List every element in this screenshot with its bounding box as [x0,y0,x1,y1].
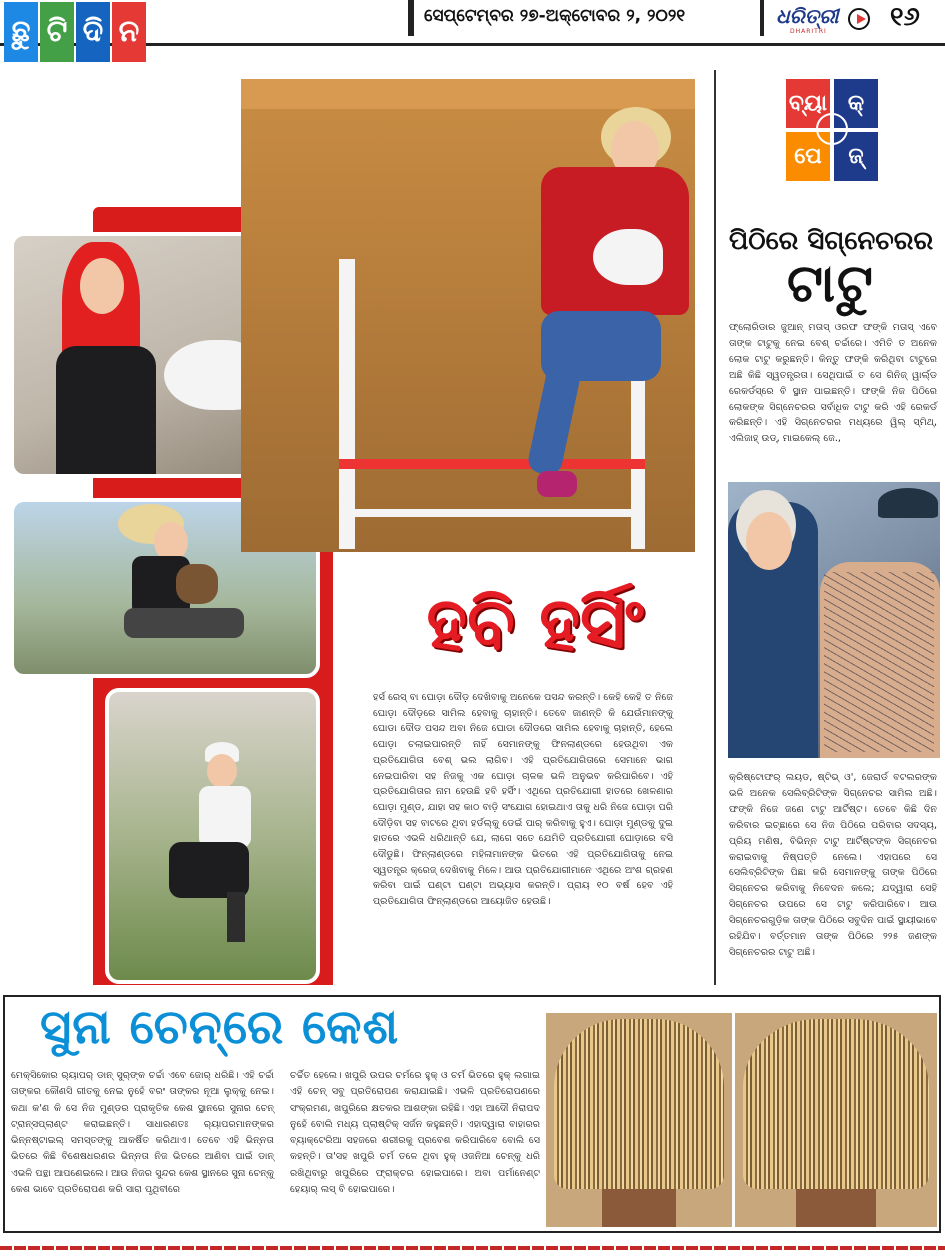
photo-gold-chain-hair [546,1013,732,1227]
section-masthead [4,2,146,62]
main-article-body: ହର୍ସ ରେସ୍‌ ବା ଘୋଡ଼ା ଦୌଡ଼ ଦେଖିବାକୁ ଅନେକେ ପସନ୍ଦ କରନ୍ତି। କେହି କେହି ତ ନିଜେ ଘୋଡ଼ା ଦୌଡ଼ରେ ସାମିଲ ହେବାକୁ ଚାହାନ୍ତି। ତେବେ ଜାଣନ୍ତି କି ଯେଉଁମାନଙ୍କୁ ଘୋଡା ଦୌଡ ପସନ୍ଦ ଅବା ନିଜେ ଘୋଡା ଦୌଡରେ ସାମିଲ ହେବାକୁ ଚାହାନ୍ତି, ହେଲେ ଘୋଡ଼ା ଚଲାଇପାରନ୍ତି ନାହିଁ ସେମାନଙ୍କୁ ଫିନଲାଣ୍ଡରେ ହେଉଥିବା ଏକ ପ୍ରତିଯୋଗିତା ବେଶ୍‌ ଭଲ ଲାଗିବ। ଏହି ପ୍ରତିଯୋଗିତାରେ ସେମାନେ ଭାଗ ନେଇପାରିବା ସହ ନିଜକୁ ଏକ ଘୋଡ଼ା ଚାଳକ ଭଳି ଅନୁଭବ କରିପାରିବେ। ଏହି ପ୍ରତିଯୋଗିତାର ନାମ ହେଉଛି ହବି ହର୍ସିଂ। ଏଥିରେ ପ୍ରତିଯୋଗୀ ହାତରେ ଖେଳଣାର ଘୋଡ଼ା ମୁଣ୍ଡ, ଯାହା ସହ କାଠ ବାଡ଼ି ସଂଯୋଗ ହୋଇଥାଏ ତାକୁ ଧରି ନିଜେ ଘୋଡ଼ା ପରି ଦୌଡ଼ିବା ସହ ବାଟରେ ଥିବା ହର୍ଡଲ୍‌କୁ ଡେଇଁ ପାର୍‌ କରିବାକୁ ହୁଏ। ଘୋଡ଼ା ମୁଣ୍ଡକୁ ଦୁଇ ହାତରେ ଏଭଳି ଧରିଥାନ୍ତି ଯେ, ଲାଗେ ସତେ ଯେମିତି ପ୍ରତିଯୋଗୀ ଘୋଡ଼ାରେ ବସି ଦୌଡୁଛି। ଫିନ୍‌ଲାଣ୍ଡରେ ମହିଳାମାନଙ୍କ ଭିତରେ ଏହି ପ୍ରତିଯୋଗିତାକୁ ନେଇ ସ୍ୱତନ୍ତ୍ର କ୍ରେଜ୍‌ ଦେଖିବାକୁ ମିଳେ। ଆଉ ପ୍ରତିଯୋଗୀମାନେ ଏଥିରେ ଅଂଶ ଗ୍ରହଣ କରିବା ପାଇଁ ଘଣ୍ଟା ଘଣ୍ଟା ଅଭ୍ୟାସ କରନ୍ତି। ପ୍ରାୟ ୧୦ ବର୍ଷ ହେବ ଏହି ପ୍ରତିଯୋଗିତା ଫିନ୍‌ଲାଣ୍ଡରେ ଆୟୋଜିତ ହେଉଛି। [373,692,673,908]
column-logo-tile: କ୍ [834,79,878,128]
masthead-tile: ନ [112,2,146,62]
column-logo-tile: ପେ [786,132,830,181]
column-logo-tile: ଜ୍ [834,132,878,181]
header-divider [760,0,764,36]
newspaper-logo: ଧରିତ୍ରୀ [776,4,839,28]
photo-signature-tattoo [728,482,940,758]
column-body-top: ଫ୍ଲୋରିଡାର ଜୁଆନ୍‌ ମତାସ୍‌ ଓରଫ ଫଙ୍କି ମତାସ୍‌ ଏବେ ତାଙ୍କ ଟାଟୁକୁ ନେଇ ବେଶ୍‌ ଚର୍ଚ୍ଚାରେ। ଏମିତି ତ ଅନେକ ଲୋକ ଟାଟୁ କରୁଛନ୍ତି। କିନ୍ତୁ ଫଙ୍କି କରିଥିବା ଟାଟୁରେ ଅଛି କିଛି ସ୍ୱତନ୍ତ୍ରତା। ସେଥିପାଇଁ ତ ସେ ଗିନିଜ୍‌ ୱାର୍ଲ୍ଡ ରେକର୍ଡସ୍‌ରେ ବି ସ୍ଥାନ ପାଇଛନ୍ତି। ଫଙ୍କି ନିଜ ପିଠିରେ ଲୋକଙ୍କ ସିଗ୍ନେଚରର ସର୍ବାଧିକ ଟାଟୁ କରି ଏହି ରେକର୍ଡ କରିଛନ୍ତି। ଏହି ସିଗ୍ନେଚରର ମଧ୍ୟରେ ୱିଲ୍‌ ସ୍ମିଥ୍‌, ଏଲିଜାହ୍‌ ଉଡ୍‌, ମାଇକେଲ୍‌ ଜେ., [729,322,937,445]
photo-gold-chain-hair-closeup [735,1013,937,1227]
page-number: ୧୬ [890,2,920,32]
gold-chain-body-col1: ମେକ୍ସିକୋର ର୍‍ୟାପର୍‌ ଡାନ୍‌ ସୁର୍‌ଙ୍କ ଚର୍ଚ୍ଚା ଏବେ ଜୋର୍‌ ଧରିଛି। ଏହି ଚର୍ଚ୍ଚା ତାଙ୍କର କୌଣସି ଗୀତକୁ ନେଇ ନୁହେଁ ବରଂ ତାଙ୍କର ନୂଆ ଲୁକ୍‌କୁ ନେଇ। କଥା କ'ଣ କି ସେ ନିଜ ମୁଣ୍ଡର ପ୍ରାକୃତିକ କେଶ ସ୍ଥାନରେ ସୁନାର ଚେନ୍‌ ଟ୍ରାନ୍ସପ୍ଲାଣ୍ଟ କରାଇଛନ୍ତି। ସାଧାରଣତଃ ର୍‍ୟାପରମାନଙ୍କର ଭିନ୍ନଷ୍ଟାଇଲ୍‌ ସମସ୍ତଙ୍କୁ ଆକର୍ଷିତ କରିଥାଏ। ତେବେ ଏହି ଭିନ୍ନତା ଭିତରେ କିଛି ବିଶେଷଧରଣର ଭିନ୍ନତା ନିଜ ଭିତରେ ଆଣିବା ପାଇଁ ଡାନ୍‌ ଏଭଳି ପନ୍ଥା ଆପଣେଇଲେ। ଆଉ ନିଜର ସୁନ୍ଦର କେଶ ସ୍ଥାନରେ ସୁନା ଚେନ୍‌କୁ କେଶ ଭାବେ ପ୍ରତିରୋପଣ କରି ସାରା ପୃଥିବୀରେ [11,1070,274,1196]
header-divider [408,0,414,36]
column-body-bottom: କ୍ରିଷ୍ଟୋଫର୍‌ ଲୟଡ, ଷ୍ଟିଭ୍‌ ଓ', ଜେରାର୍ଡ ବଟଲରଙ୍କ ଭଳି ଅନେକ ସେଲିବ୍ରିଟିଙ୍କ ସିଗ୍ନେଚର ସାମିଲ ଅଛି। ଫଙ୍କି ନିଜେ ଜଣେ ଟାଟୁ ଆର୍ଟିଷ୍ଟ। ତେବେ କିଛି ଦିନ କରିବାର ଇଚ୍ଛାରେ ସେ ନିଜ ପିଠିରେ ପରିବାର ସଦସ୍ୟ, ପ୍ରିୟ ମଣିଷ, ବିଭିନ୍ନ ଟାଟୁ ଆର୍ଟିଷ୍ଟଙ୍କ ସିଗ୍ନେଚର କରାଇବାକୁ ନିଷ୍ପତ୍ତି ନେଲେ। ଏହାପରେ ସେ ସେଲିବ୍ରିଟିଙ୍କ ପିଛା କରି ସେମାନଙ୍କୁ ତାଙ୍କ ପିଠିରେ ସିଗ୍ନେଚର କରିବାକୁ ନିବେଦନ କଲେ; ଯଦ୍ୱାରା ସେହି ସିଗ୍ନେଚର ଉପରେ ସେ ଟାଟୁ କରିପାରିବେ। ଆଉ ସିଗ୍ନେଚରଗୁଡ଼ିକ ତାଙ୍କ ପିଠିରେ ସବୁଦିନ ପାଇଁ ସ୍ଥାୟୀଭାବେ ରହିଯିବ। ବର୍ତ୍ତମାନ ତାଙ୍କ ପିଠିରେ ୨୨୫ ଜଣଙ୍କ ସିଗ୍ନେଚରର ଟାଟୁ ଅଛି। [729,772,937,958]
main-headline: ହବି ହର୍ସିଂ [426,582,644,664]
magnifier-icon [816,113,848,145]
issue-date: ସେପ୍ଟେମ୍ବର ୨୭-ଅକ୍ଟୋବର ୨, ୨୦୨୧ [424,6,686,26]
gold-chain-body-col2: ଚର୍ଚ୍ଚିତ ହେଲେ। ଖପୁରି ଉପର ଚର୍ମରେ ହୁକ୍‌ ଓ ଚର୍ମ ଭିତରେ ହୁକ୍‌ ଲଗାଇ ଏହି ଚେନ୍‌ ସବୁ ପ୍ରତିରୋପଣ କରାଯାଇଛି। ଏଭଳି ପ୍ରତିରୋପଣରେ ସଂକ୍ରମଣ, ଖପୁରିରେ କ୍ଷତକର ଆଶଙ୍କା ରହିଛି। ଏହା ଆଦୌ ନିରାପଦ ନୁହେଁ ବୋଲି ମଧ୍ୟ ପ୍ଲାଷ୍ଟିକ୍‌ ସର୍ଜନ କହୁଛନ୍ତି। ଏହାଦ୍ୱାରା ବାହାରର ବ୍ୟାକ୍ଟେରିଆ ସହଜରେ ଶରୀରକୁ ପ୍ରବେଶ କରିପାରିବେ ବୋଲି ସେ କହନ୍ତି। ତା'ସହ ଖପୁରି ଚର୍ମ ତଳେ ଥିବା ହୁକ୍‌ ଓଜନିଆ ଚେନ୍‌କୁ ଧରି ରଖିଥିବାରୁ ଖପୁରିରେ ଫ୍ରାକ୍ଚର ହୋଇପାରେ। ଅବା ପର୍ମାନେଣ୍ଟ ହେୟାର୍‌ ଲସ୍‌ ବି ହୋଇପାରେ। [290,1070,540,1196]
column-logo [786,79,878,183]
photo-hobby-horsing-jump [241,79,695,552]
column-headline-top: ପିଠିରେ ସିଗ୍ନେଚରର [728,226,934,256]
column-logo-tile: ବ୍ୟା [786,79,830,128]
play-icon [848,8,870,30]
masthead-tile: ଛୁ [4,2,38,62]
column-headline-bottom: ଟାଟୁ [787,254,875,314]
newspaper-logo-sub: DHARITRI [790,28,827,35]
photo-girl-with-cap [105,688,320,984]
gold-chain-headline: ସୁନା ଚେନ୍‌ରେ କେଶ [40,999,400,1055]
column-divider [714,70,716,985]
page-header [0,0,945,49]
masthead-tile: ଦି [76,2,110,62]
footer-rule [0,1246,945,1250]
masthead-tile: ଟି [40,2,74,62]
